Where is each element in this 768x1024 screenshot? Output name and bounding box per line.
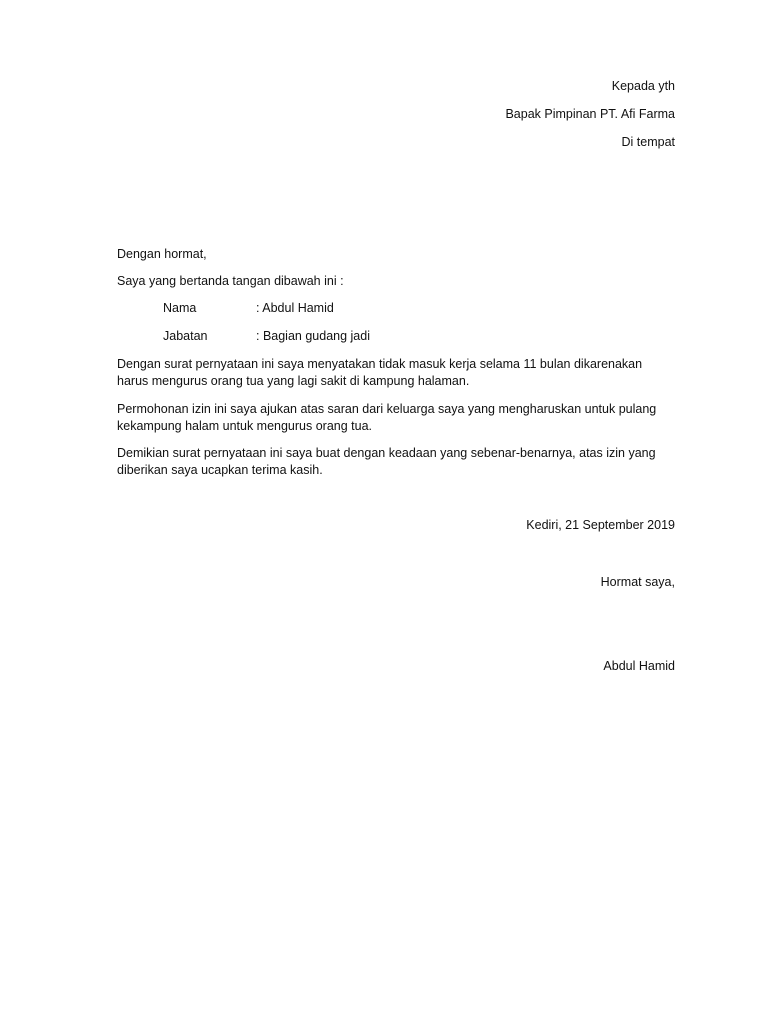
closing-line: Hormat saya, [600,575,675,589]
date-line: Kediri, 21 September 2019 [526,518,675,532]
paragraph-line: kekampung halam untuk mengurus orang tua. [117,418,373,433]
body-paragraph-1 [117,356,682,390]
paragraph-line: Dengan surat pernyataan ini saya menyatakan tidak masuk kerja selama 11 bulan dikarenakan [117,357,643,371]
paragraph-line: Demikian surat pernyataan ini saya buat dengan keadaan yang sebenar-benarnya, atas izin yang [117,446,656,460]
body-paragraph-2 [117,401,682,435]
recipient-line-3: Di tempat [621,135,675,149]
field-value-nama: : Abdul Hamid [256,301,334,315]
field-label-jabatan: Jabatan [163,329,208,343]
recipient-line-1: Kepada yth [611,79,675,93]
paragraph-line: Permohonan izin ini saya ajukan atas saran dari keluarga saya yang mengharuskan untuk pulang [117,402,657,416]
body-paragraph-3 [117,445,682,479]
recipient-line-2: Bapak Pimpinan PT. Afi Farma [505,107,675,121]
field-value-jabatan: : Bagian gudang jadi [256,329,370,343]
greeting: Dengan hormat, [117,247,207,261]
signature-name: Abdul Hamid [603,659,675,673]
field-label-nama: Nama [163,301,197,315]
paragraph-line: harus mengurus orang tua yang lagi sakit di kampung halaman. [117,373,470,388]
paragraph-line: diberikan saya ucapkan terima kasih. [117,462,323,477]
intro-text: Saya yang bertanda tangan dibawah ini : [117,274,344,288]
